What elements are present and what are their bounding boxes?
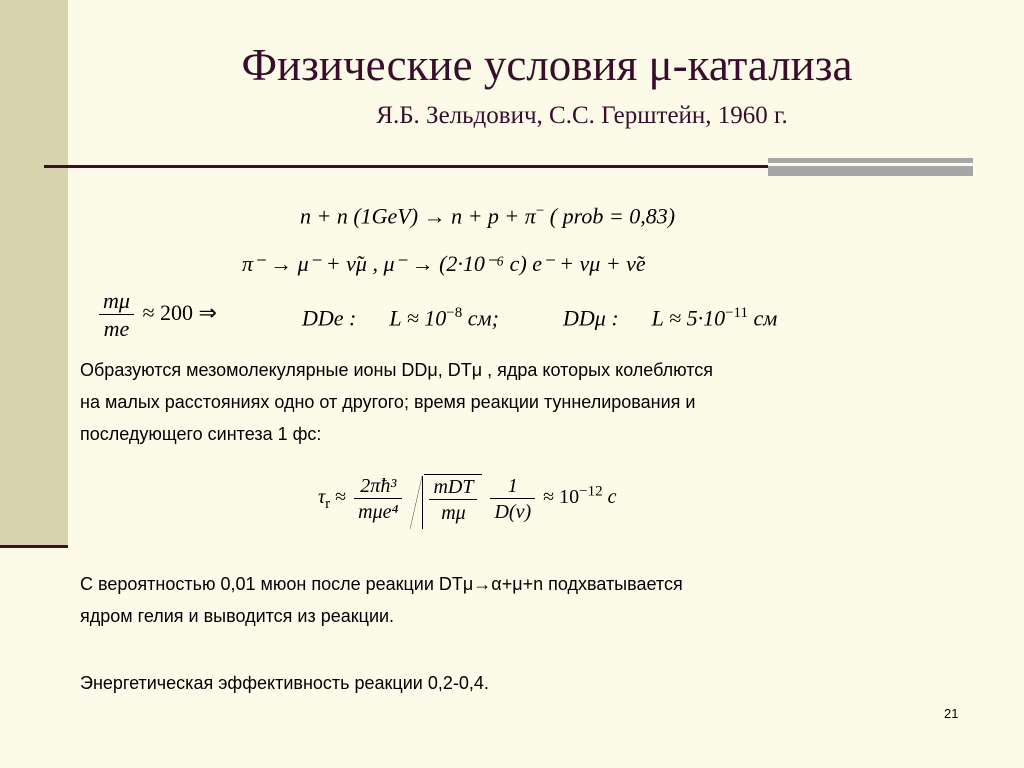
equation-pion-production <box>300 204 675 227</box>
result-value: ≈ 10 <box>543 486 580 509</box>
fraction-planck <box>354 476 402 522</box>
slide-title: Физические условия μ-катализа <box>241 40 853 90</box>
fraction-mass-denominator: mμ <box>441 502 466 524</box>
paragraph-line: С вероятностью 0,01 мюон после реакции DTμ→α+μ+n подхватывается <box>80 574 683 594</box>
equation-ddmu-size <box>563 306 777 329</box>
paragraph-line: последующего синтеза 1 фс: <box>80 424 322 444</box>
title-divider-line <box>44 165 772 168</box>
fraction-velocity-numerator: 1 <box>490 476 535 499</box>
ddm-label: DDμ : <box>563 305 619 331</box>
tau-subscript: r <box>325 496 331 513</box>
fraction-velocity <box>490 476 535 522</box>
square-root <box>410 474 482 523</box>
paragraph-line: на малых расстояниях одно от другого; время реакции туннелирования и <box>80 392 696 412</box>
paragraph-mesomolecular <box>80 354 960 450</box>
tau-symbol: τ <box>318 486 326 509</box>
paragraph-line: ядром гелия и выводится из реакции. <box>80 606 395 626</box>
equation-dde-size <box>302 306 499 329</box>
mass-ratio-numerator: mμ <box>99 290 134 315</box>
mass-ratio-fraction <box>99 290 134 340</box>
eq1-lhs: n + n (1GeV) → n + p + π <box>300 203 536 229</box>
approx-symbol: ≈ <box>335 486 347 509</box>
dde-label: DDe : <box>302 305 357 331</box>
paragraph-line: Образуются мезомолекулярные ионы DDμ, DTμ , ядра которых колеблются <box>80 360 714 380</box>
fraction-mass <box>429 477 477 523</box>
result-unit: c <box>602 486 617 509</box>
mass-ratio-denominator: me <box>103 316 130 341</box>
dde-unit: см; <box>462 305 499 331</box>
ddm-unit: см <box>747 305 778 331</box>
eq1-sup: − <box>535 203 545 219</box>
page-number: 21 <box>944 706 959 721</box>
eq1-rhs: ( prob = 0,83) <box>544 203 676 229</box>
mass-ratio-value: ≈ 200 ⇒ <box>142 300 217 326</box>
paragraph-muon-capture <box>80 568 960 632</box>
paragraph-efficiency <box>80 667 960 699</box>
slide-subtitle: Я.Б. Зельдович, С.С. Герштейн, 1960 г. <box>376 102 788 129</box>
equation-mass-ratio <box>96 290 217 340</box>
side-decoration-line <box>0 545 68 548</box>
fraction-mass-numerator: mDT <box>429 477 477 500</box>
dde-value: L ≈ 10 <box>389 305 447 331</box>
fraction-planck-denominator: mμe⁴ <box>358 500 399 523</box>
ddm-exp: −11 <box>725 305 748 321</box>
title-divider-block <box>768 158 973 176</box>
equation-decays <box>242 253 646 275</box>
equation-reaction-time <box>318 474 616 523</box>
eq2-text: π⁻ → μ⁻ + ν̃μ , μ⁻ → (2·10⁻⁶ c) e⁻ + νμ + ν̃e <box>242 251 646 276</box>
ddm-value: L ≈ 5·10 <box>651 305 726 331</box>
paragraph-line: Энергетическая эффективность реакции 0,2-0,4. <box>80 673 489 693</box>
fraction-velocity-denominator: D(v) <box>494 500 532 523</box>
result-exponent: −12 <box>579 483 603 500</box>
dde-exp: −8 <box>446 305 463 321</box>
fraction-planck-numerator: 2πħ³ <box>354 476 402 499</box>
